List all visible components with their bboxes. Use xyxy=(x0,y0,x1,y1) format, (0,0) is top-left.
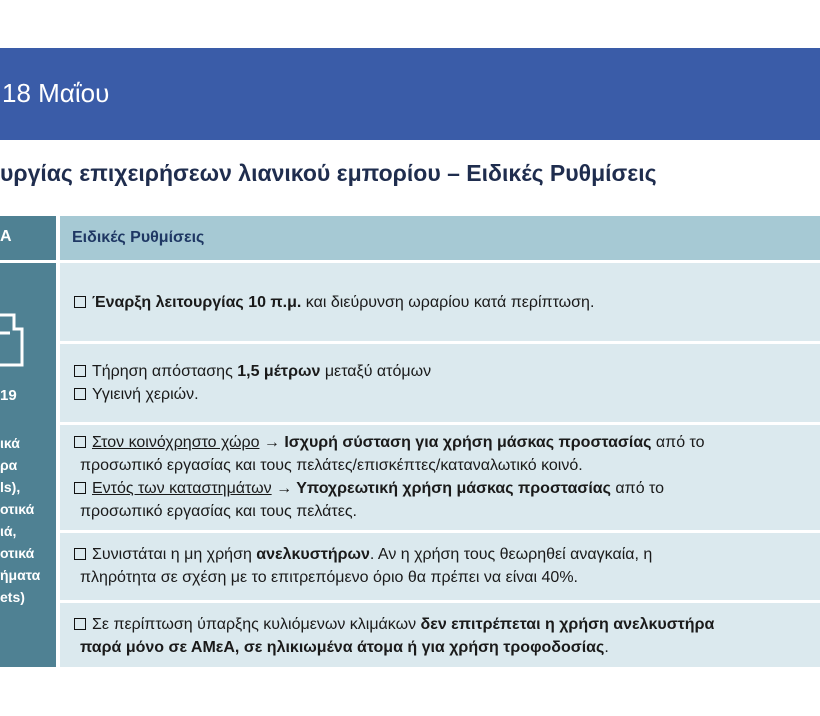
banner-title: 18 Μαΐου xyxy=(2,78,110,108)
left-line: ρα xyxy=(0,457,18,473)
arrow-icon: → xyxy=(259,434,285,451)
title-banner xyxy=(0,48,820,140)
left-line: ιά, xyxy=(0,523,17,539)
left-line: οτικά xyxy=(0,501,35,517)
left-line: ικά xyxy=(0,435,20,451)
table-header-text: Ειδικές Ρυθμίσεις xyxy=(72,229,205,246)
rule-line-cont: προσωπικό εργασίας και τους πελάτες/επισκέπτες/καταναλωτικό κοινό. xyxy=(80,457,583,474)
checkbox-icon xyxy=(74,618,86,630)
rule-line: Υγιεινή χεριών. xyxy=(74,383,820,406)
left-category-lines xyxy=(0,432,40,608)
rule-line: Στον κοινόχρηστο χώρο → Ισχυρή σύσταση για χρήση μάσκας προστασίας από το xyxy=(74,431,820,454)
left-line: ήματα xyxy=(0,567,41,583)
rule-line: Συνιστάται η μη χρήση ανελκυστήρων. Αν η χρήση τους θεωρηθεί αναγκαία, η xyxy=(74,543,820,566)
checkbox-icon xyxy=(74,296,86,308)
rule-line: Έναρξη λειτουργίας 10 π.μ. και διεύρυνση ωραρίου κατά περίπτωση. xyxy=(74,291,820,314)
rule-line-cont: προσωπικό εργασίας και τους πελάτες. xyxy=(80,503,357,520)
left-line: ets) xyxy=(0,589,25,605)
left-line: ls), xyxy=(0,479,21,495)
table-header xyxy=(60,216,820,260)
checkbox-icon xyxy=(74,548,86,560)
left-line: οτικά xyxy=(0,545,35,561)
checkbox-icon xyxy=(74,365,86,377)
checkbox-icon xyxy=(74,482,86,494)
table-row xyxy=(60,344,820,422)
table-row xyxy=(60,533,820,600)
checkbox-icon xyxy=(74,388,86,400)
table-row xyxy=(60,263,820,341)
rule-line: Τήρηση απόστασης 1,5 μέτρων μεταξύ ατόμων xyxy=(74,360,820,383)
shop-bag-icon xyxy=(0,311,24,367)
arrow-icon: → xyxy=(271,480,297,497)
rule-line: Εντός των καταστημάτων → Υποχρεωτική χρήση μάσκας προστασίας από το xyxy=(74,477,820,500)
rule-line-cont: πληρότητα σε σχέση με το επιτρεπόμενο όριο θα πρέπει να είναι 40%. xyxy=(80,569,578,586)
left-header-text: Α xyxy=(0,228,12,245)
left-column xyxy=(0,263,56,667)
table-row xyxy=(60,603,820,667)
rule-line: Σε περίπτωση ύπαρξης κυλιόμενων κλιμάκων δεν επιτρέπεται η χρήση ανελκυστήρα xyxy=(74,613,820,636)
page-subtitle: υργίας επιχειρήσεων λιανικού εμπορίου – Ειδικές Ρυθμίσεις xyxy=(0,160,657,186)
checkbox-icon xyxy=(74,436,86,448)
left-column-header xyxy=(0,216,56,260)
left-year-text: 19 xyxy=(0,387,17,404)
rule-line-cont: παρά μόνο σε ΑΜεΑ, σε ηλικιωμένα άτομα ή για χρήση τροφοδοσίας. xyxy=(80,639,609,656)
table-row xyxy=(60,425,820,530)
